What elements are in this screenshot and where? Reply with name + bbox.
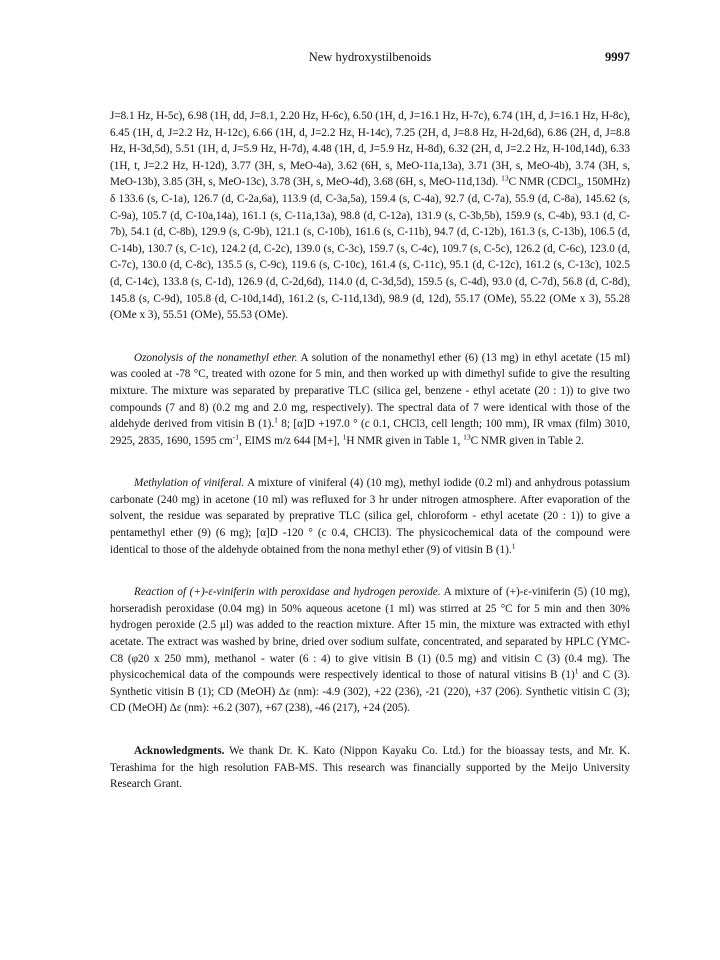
- ozonolysis-paragraph: [110, 350, 630, 450]
- ozonolysis-text-5: C NMR given in Table 2.: [470, 434, 584, 447]
- nmr-paragraph: [110, 108, 630, 324]
- reaction-paragraph: [110, 584, 630, 717]
- c13-superscript: 13: [501, 173, 509, 183]
- acknowledgments-paragraph: [110, 743, 630, 793]
- methylation-ref: 1: [511, 540, 516, 550]
- ozonolysis-text-1: A solution of the nonamethyl ether (6) (13 mg) in ethyl acetate (15 ml) was cooled at -78 °C, treated with ozone for 5 min, and then worked up with dimethyl sufide to give the resulting mixture. The mixture was separated by preparative TLC (silica gel, benzene - ethyl acetate (20 : 1)) to give two compounds (7 and 8) (0.2 mg and 2.0 mg, respectively). The spectral data of 7 were identical with those of the aldehyde derived from vitisin B (1).: [110, 351, 631, 431]
- c13-nmr-data: , 150MHz) δ 133.6 (s, C-1a), 126.7 (d, C-2a,6a), 113.9 (d, C-3a,5a), 159.4 (s, C-4a), 92.7 (d, C-7a), 55.9 (d, C-8a), 145.62 (s, C-9a), 105.7 (d, C-10a,14a), 161.1 (s, C-11a,13a), 98.8 (d, C-12a), 131.9 (s, C-3b,5b), 159.9 (s, C-4b), 93.1 (d, C-7b), 54.1 (d, C-8b), 129.9 (s, C-9b), 121.1 (s, C-10b), 161.6 (s, C-11b), 94.7 (d, C-12b), 161.3 (s, C-13b), 106.5 (d, C-14b), 130.7 (s, C-1c), 124.2 (d, C-2c), 139.0 (s, C-3c), 159.7 (s, C-4c), 109.7 (s, C-5c), 126.2 (d, C-6c), 123.0 (d, C-7c), 130.0 (d, C-8c), 135.5 (s, C-9c), 119.6 (s, C-10c), 161.4 (s, C-11c), 95.1 (d, C-12c), 161.2 (s, C-13c), 102.5 (d, C-14c), 133.8 (s, C-1d), 126.9 (d, C-2d,6d), 114.0 (d, C-3d,5d), 159.5 (s, C-4d), 93.0 (d, C-7d), 56.8 (d, C-8d), 145.8 (s, C-9d), 105.8 (d, C-10d,14d), 161.2 (s, C-11d,13d), 98.9 (d, 12d), 55.17 (OMe), 55.22 (OMe x 3), 55.28 (OMe x 3), 55.51 (OMe), 55.53 (OMe).: [110, 176, 631, 322]
- reaction-heading: Reaction of (+)-ε-viniferin with peroxidase and hydrogen peroxide.: [134, 586, 441, 599]
- acknowledgments-text: We thank Dr. K. Kato (Nippon Kayaku Co. Ltd.) for the bioassay tests, and Mr. K. Terashima for the high resolution FAB-MS. This research was financially supported by the Meijo University Research Grant.: [110, 745, 630, 791]
- c13-superscript-2: 13: [463, 431, 471, 441]
- article-body: [110, 108, 630, 793]
- cm-superscript: -1: [232, 431, 239, 441]
- methylation-heading: Methylation of viniferal.: [134, 477, 245, 490]
- reaction-text-1: A mixture of (+)-ε-viniferin (5) (10 mg), horseradish peroxidase (0.04 mg) in 50% aqueous acetone (1 ml) was stirred at 25 °C for 5 min and then 30% hydrogen peroxide (2.5 μl) was added to the reaction mixture. After 15 min, the mixture was extracted with ethyl acetate. The extract was washed by brine, dried over sodium sulfate, concentrated, and separated by HPLC (YMC-C8 (φ20 x 250 mm), methanol - water (6 : 4) to give vitisin B (1) (0.5 mg) and vitisin C (3) (0.4 mg). The physicochemical data of the compounds were respectively identical to those of natural vitisins B (1): [110, 586, 630, 682]
- h-nmr-data: J=8.1 Hz, H-5c), 6.98 (1H, dd, J=8.1, 2.20 Hz, H-6c), 6.50 (1H, d, J=16.1 Hz, H-7c), 6.74 (1H, d, J=16.1 Hz, H-8c), 6.45 (1H, d, J=2.2 Hz, H-12c), 6.66 (1H, d, J=2.2 Hz, H-14c), 7.25 (2H, d, J=8.8 Hz, H-2d,6d), 6.86 (2H, d, J=8.8 Hz, H-3d,5d), 5.51 (1H, d, J=5.9 Hz, H-7d), 4.48 (1H, d, J=5.9 Hz, H-8d), 6.32 (2H, d, J=2.2 Hz, H-10d,14d), 6.33 (1H, t, J=2.2 Hz, H-12d), 3.77 (3H, s, MeO-4a), 3.62 (6H, s, MeO-11a,13a), 3.71 (3H, s, MeO-4b), 3.74 (3H, s, MeO-13b), 3.85 (3H, s, MeO-13c), 3.78 (3H, s, MeO-4d), 3.68 (6H, s, MeO-11d,13d).: [110, 110, 630, 189]
- methylation-text: A mixture of viniferal (4) (10 mg), methyl iodide (0.2 ml) and anhydrous potassium carbonate (240 mg) in acetone (10 ml) was refluxed for 3 hr under nitrogen atmosphere. After evaporation of the solvent, the residue was separated by preprative TLC (silica gel, chloroform - ethyl acetate (20 : 1)) to give a pentamethyl ether (9) (6 mg); [α]D -120 ° (c 0.4, CHCl3). The physicochemical data of the compound were identical to those of the aldehyde obtained from the nona methyl ether (9) of vitisin B (1).: [110, 477, 630, 556]
- ozonolysis-text-2: 8; [α]D +197.0 ° (c 0.1, CHCl3, cell length; 100 mm), IR νmax (film) 3010, 2925, 2835, 1690, 1595 cm: [110, 418, 630, 447]
- ozonolysis-text-3: , EIMS m/z 644 [M+],: [239, 434, 343, 447]
- ozonolysis-text-4: H NMR given in Table 1,: [346, 434, 464, 447]
- ozonolysis-ref: 1: [274, 415, 278, 425]
- running-title: New hydroxystilbenoids: [308, 50, 432, 64]
- reaction-text-2: and C (3). Synthetic vitisin B (1); CD (MeOH) Δε (nm): -4.9 (302), +22 (236), -21 (220), +37 (206). Synthetic vitisin C (3); CD (MeOH) Δε (nm): +6.2 (307), +67 (238), -46 (217), +24 (205).: [110, 669, 630, 715]
- page-header: [110, 50, 630, 70]
- ozonolysis-heading: Ozonolysis of the nonamethyl ether.: [134, 351, 298, 364]
- cdcl3-subscript: 3: [577, 181, 581, 191]
- reaction-ref: 1: [574, 666, 579, 676]
- page-number: 9997: [605, 50, 630, 64]
- c13-nmr-label: C NMR (CDCl: [508, 176, 578, 189]
- acknowledgments-heading: Acknowledgments.: [134, 745, 225, 757]
- methylation-paragraph: [110, 475, 630, 558]
- h1-superscript: 1: [342, 431, 347, 441]
